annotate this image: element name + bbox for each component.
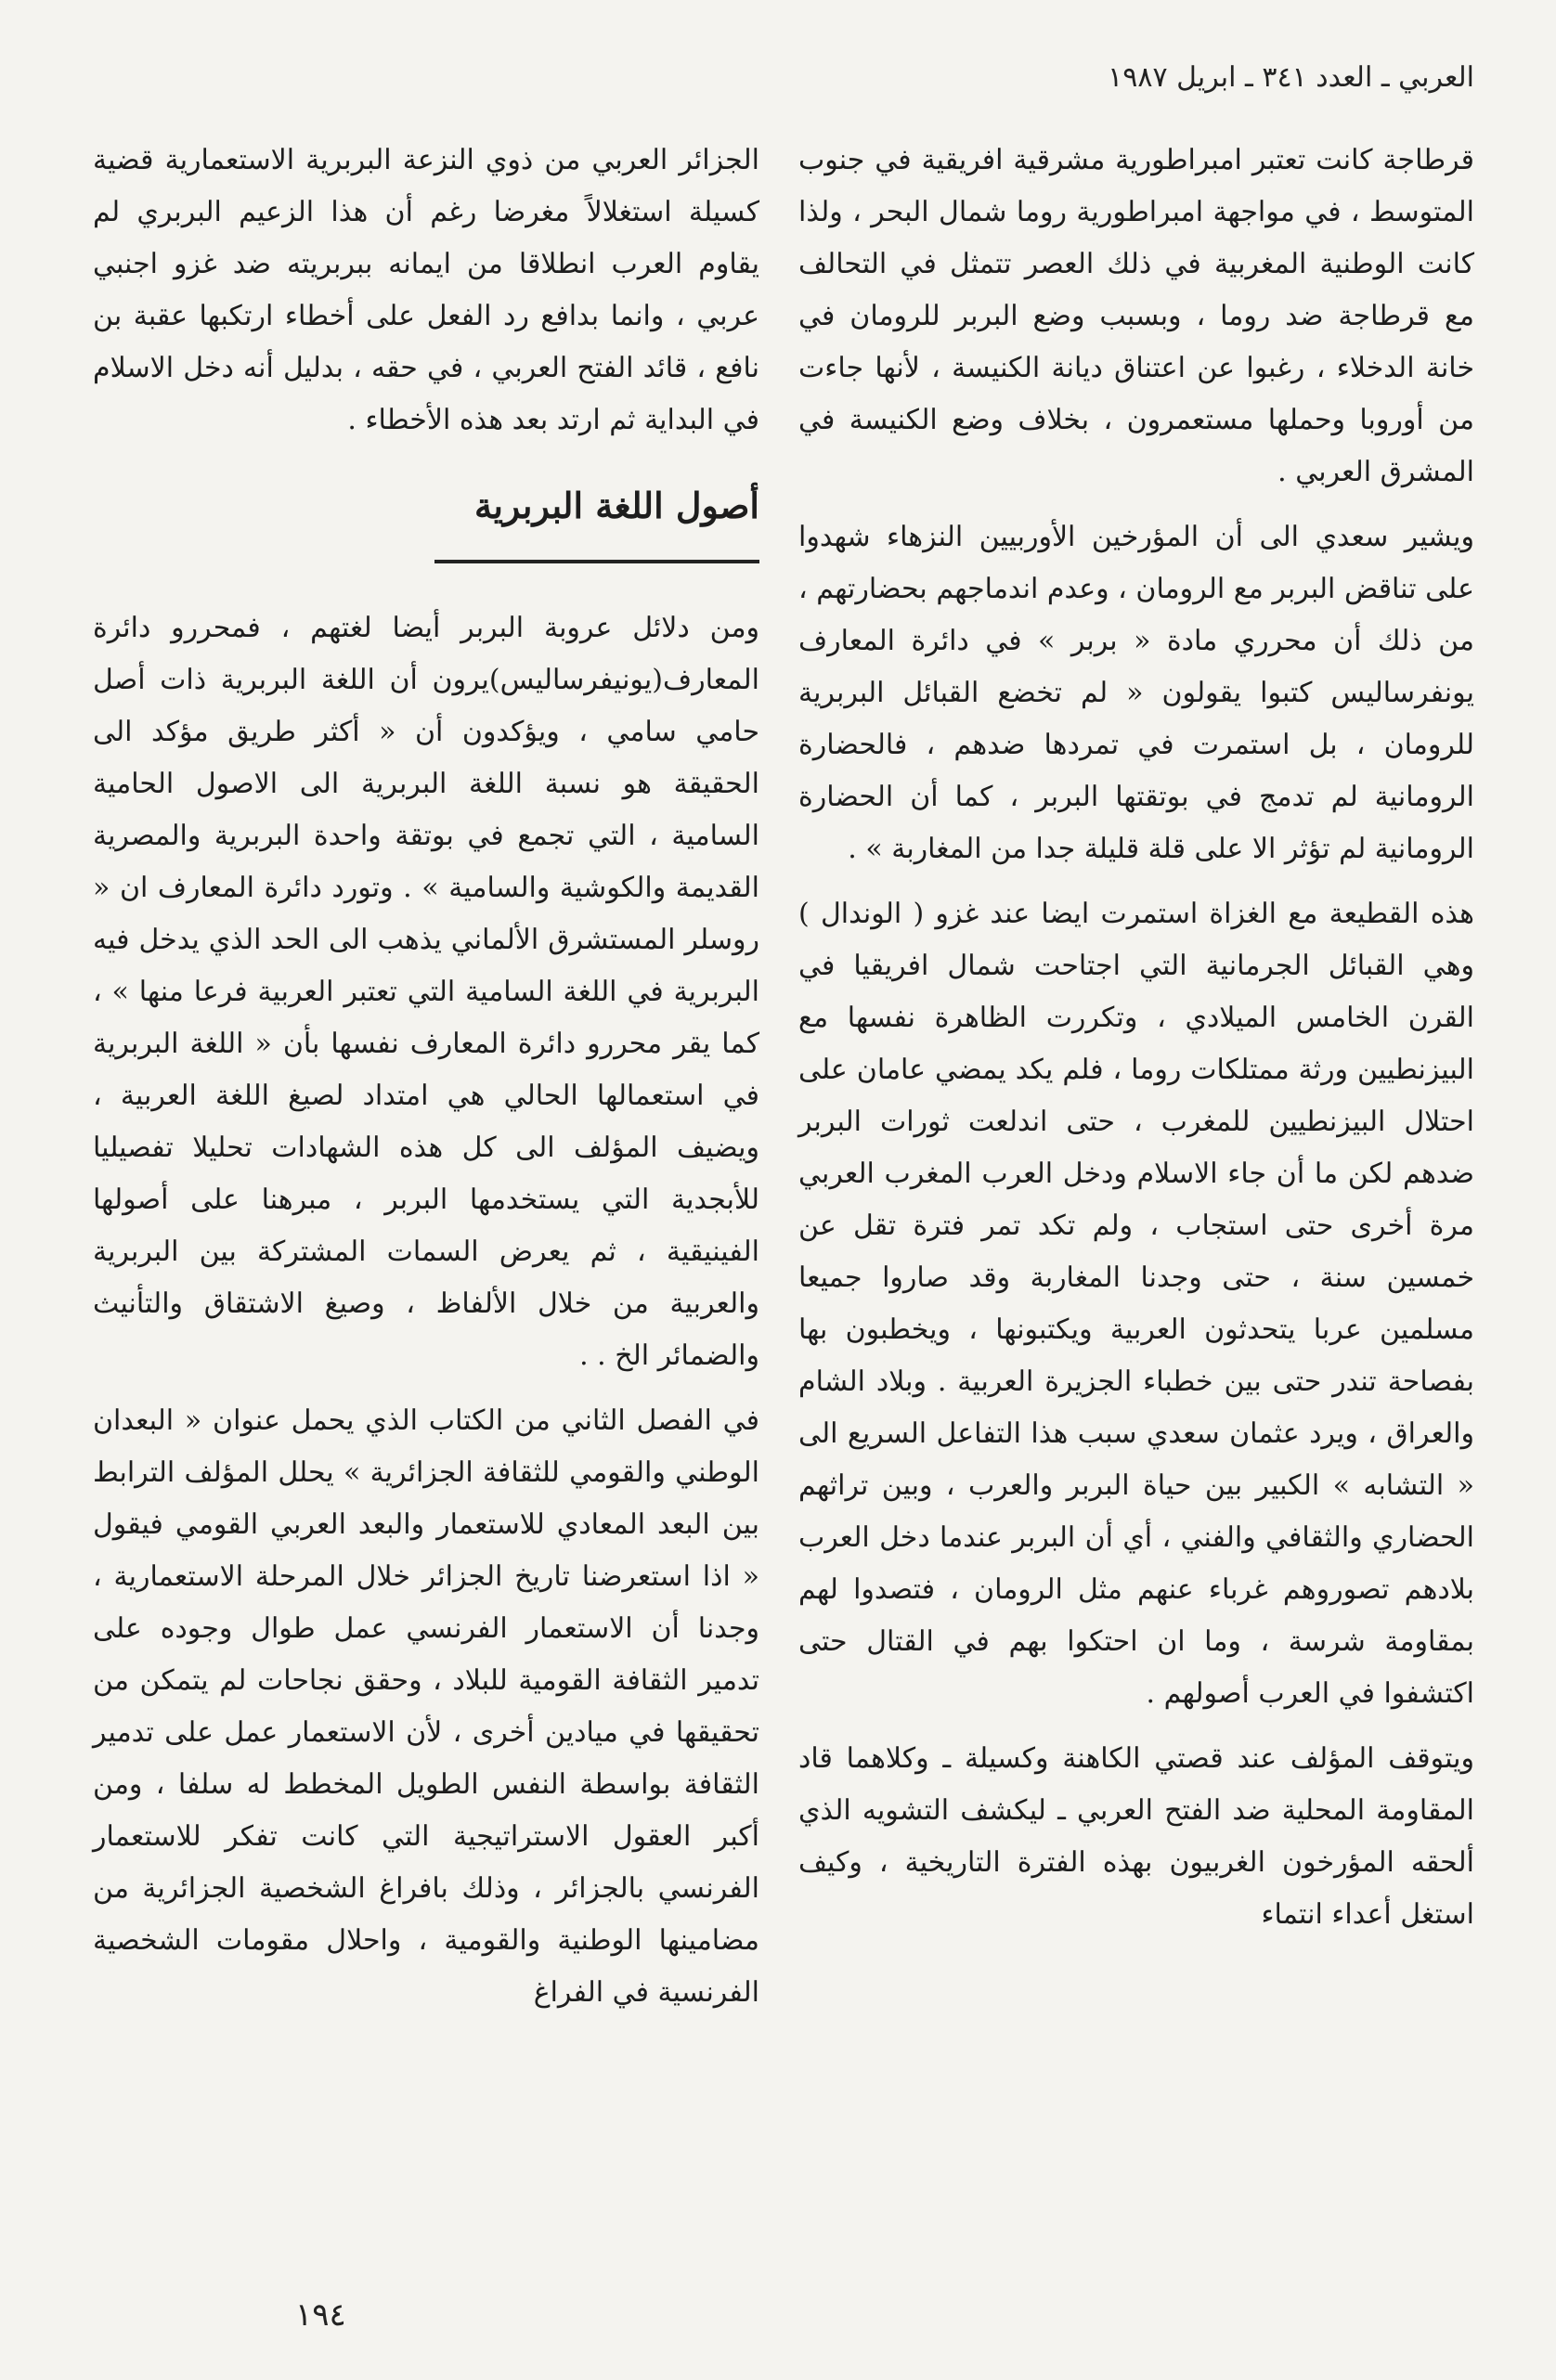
paragraph: ويتوقف المؤلف عند قصتي الكاهنة وكسيلة ـ وكلاهما قاد المقاومة المحلية ضد الفتح العربي ـ ليكشف التشويه الذي ألحقه المؤرخون الغربيون بهذه الفترة التاريخية ، وكيف استغل أعداء انتماء — [798, 1742, 1474, 1931]
right-column — [798, 135, 1474, 1954]
heading-underline — [434, 560, 759, 563]
section-heading: أصول اللغة البربرية — [473, 485, 759, 526]
paragraph: ومن دلائل عروبة البربر أيضا لغتهم ، فمحررو دائرة المعارف(يونيفرساليس)يرون أن اللغة البربرية ذات أصل حامي سامي ، ويؤكدون أن « أكثر طريق مؤكد الى الحقيقة هو نسبة اللغة البربرية الى الاصول الحامية السامية ، التي تجمع في بوتقة واحدة البربرية والمصرية القديمة والكوشية والسامية » . وتورد دائرة المعارف ان « روسلر المستشرق الألماني يذهب الى الحد الذي يدخل فيه البربرية في اللغة السامية التي تعتبر العربية فرعا منها » ، كما يقر محررو دائرة المعارف نفسها بأن « اللغة البربرية في استعمالها الحالي هي امتداد لصيغ اللغة العربية ، ويضيف المؤلف الى كل هذه الشهادات تحليلا تفصيليا للأبجدية التي يستخدمها البربر ، مبرهنا على أصولها الفينيقية ، ثم يعرض السمات المشتركة بين البربرية والعربية من خلال الألفاظ ، وصيغ الاشتقاق والتأنيث والضمائر الخ . . — [93, 612, 759, 1372]
paragraph: قرطاجة كانت تعتبر امبراطورية مشرقية افريقية في جنوب المتوسط ، في مواجهة امبراطورية روما شمال البحر ، ولذا كانت الوطنية المغربية في ذلك العصر تتمثل في التحالف مع قرطاجة ضد روما ، وبسبب وضع البربر للرومان في خانة الدخلاء ، رغبوا عن اعتناق ديانة الكنيسة ، لأنها جاءت من أوروبا وحملها مستعمرون ، بخلاف وضع الكنيسة في المشرق العربي . — [798, 144, 1474, 488]
left-column — [93, 135, 759, 2032]
running-header: العربي ـ العدد ٣٤١ ـ ابريل ١٩٨٧ — [1108, 61, 1474, 94]
paragraph: في الفصل الثاني من الكتاب الذي يحمل عنوان « البعدان الوطني والقومي للثقافة الجزائرية » يحلل المؤلف الترابط بين البعد المعادي للاستعمار والبعد العربي القومي فيقول « اذا استعرضنا تاريخ الجزائر خلال المرحلة الاستعمارية ، وجدنا أن الاستعمار الفرنسي عمل طوال وجوده على تدمير الثقافة القومية للبلاد ، وحقق نجاحات لم يتمكن من تحقيقها في ميادين أخرى ، لأن الاستعمار عمل على تدمير الثقافة بواسطة النفس الطويل المخطط له سلفا ، ومن أكبر العقول الاستراتيجية التي كانت تفكر للاستعمار الفرنسي بالجزائر ، وذلك بافراغ الشخصية الجزائرية من مضامينها الوطنية والقومية ، واحلال مقومات الشخصية الفرنسية في الفراغ — [93, 1404, 759, 2009]
paragraph: الجزائر العربي من ذوي النزعة البربرية الاستعمارية قضية كسيلة استغلالاً مغرضا رغم أن هذا الزعيم البربري لم يقاوم العرب انطلاقا من ايمانه ببربريته ضد غزو اجنبي عربي ، وانما بدافع رد الفعل على أخطاء ارتكبها عقبة بن نافع ، قائد الفتح العربي ، في حقه ، بدليل أنه دخل الاسلام في البداية ثم ارتد بعد هذه الأخطاء . — [93, 144, 759, 436]
page-number: ١٩٤ — [295, 2296, 346, 2334]
paragraph: هذه القطيعة مع الغزاة استمرت ايضا عند غزو ( الوندال ) وهي القبائل الجرمانية التي اجتاحت شمال افريقيا في القرن الخامس الميلادي ، وتكررت الظاهرة نفسها مع البيزنطيين ورثة ممتلكات روما ، فلم يكد يمضي عامان على احتلال البيزنطيين للمغرب ، حتى اندلعت ثورات البربر ضدهم لكن ما أن جاء الاسلام ودخل العرب المغرب العربي مرة أخرى حتى استجاب ، ولم تكد تمر فترة تقل عن خمسين سنة ، حتى وجدنا المغاربة وقد صاروا جميعا مسلمين عربا يتحدثون العربية ويكتبونها ، ويخطبون بها بفصاحة تندر حتى بين خطباء الجزيرة العربية . وبلاد الشام والعراق ، ويرد عثمان سعدي سبب هذا التفاعل السريع الى « التشابه » الكبير بين حياة البربر والعرب ، وبين تراثهم الحضاري والثقافي والفني ، أي أن البربر عندما دخل العرب بلادهم تصوروهم غرباء عنهم مثل الرومان ، فتصدوا لهم بمقاومة شرسة ، وما ان احتكوا بهم في القتال حتى اكتشفوا في العرب أصولهم . — [798, 898, 1474, 1710]
paragraph: ويشير سعدي الى أن المؤرخين الأوربيين النزهاء شهدوا على تناقض البربر مع الرومان ، وعدم اندماجهم بحضارتهم ، من ذلك أن محرري مادة « بربر » في دائرة المعارف يونفرساليس كتبوا يقولون « لم تخضع القبائل البربرية للرومان ، بل استمرت في تمردها ضدهم ، فالحضارة الرومانية لم تدمج في بوتقتها البربر ، كما أن الحضارة الرومانية لم تؤثر الا على قلة قليلة جدا من المغاربة » . — [798, 521, 1474, 865]
